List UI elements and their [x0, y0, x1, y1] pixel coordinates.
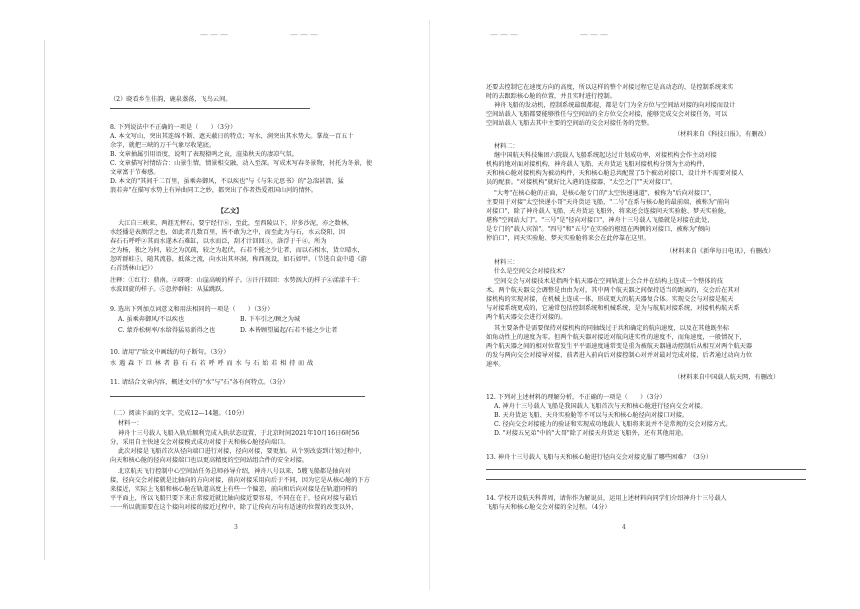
- material-2-line: 继中国航天科技集团六院载人飞船系统起达过计划成功率，对接机构会作主动对接: [494, 152, 717, 159]
- material-3-title: 材料三：: [494, 259, 519, 266]
- material-2-line: 员的配套。"对接机构"就好比入港的连接器，"太空之门""天对接口"。: [486, 179, 677, 186]
- material-3-line: 两个航天器之间的相对位置发生平平需速度通常变是重为被航天器通动控制后从相互对两个航天器: [486, 343, 753, 350]
- q11-stem: 11. 请结合文章内容，概述文中的"水"与"石"各有何特点。（3分）: [110, 379, 289, 386]
- material-1-line: 来接近，实际上飞船和核心舱在轨道高度上有些一个偏差，前向和后向对接是在轨道同样的: [110, 486, 358, 493]
- top-mark: ———: [290, 30, 320, 39]
- q14-stem-cont: 飞船与天和核心舱交会对接的全过程。（4分）: [486, 504, 611, 511]
- q14-stem: 14. 学校开设航天科普周，请你作为解说员，运用上述材料向同学们介绍神舟十三号载人: [486, 495, 727, 502]
- q9-option-b: B. 下车引之/顾之为城: [240, 316, 301, 323]
- material-3-line: 如角动性上的速度为零。但两个航天器对接近对航向进实性的速度不，而角速度，一般情况下，: [486, 334, 746, 341]
- section-2-heading: （二）阅读下面的文字，完成12—14题。（10分）: [110, 410, 249, 417]
- q7-answer-line: （2）晓看乡生佳韵，鹿泉蒸荡，飞鸟云间。: [110, 96, 232, 103]
- q12-option-d: D. "对接五兄弟"中的"大哥"除了对接天舟货运飞船外，还有其他用途。: [494, 430, 688, 437]
- material-3-question: 什么是空间交会对接技术？: [494, 268, 569, 275]
- material-1-title: 材料一：: [118, 420, 143, 427]
- q10-stem: 10. 请用"/"给文中画线的句子断句。（3分）: [110, 349, 230, 356]
- top-mark: ———: [580, 30, 610, 39]
- page-number: 3: [234, 524, 238, 531]
- material-1-line: 北京航天飞行控制中心空间站任务总师孙导介绍，神舟八号以来，5艘飞船都是轴向对: [118, 468, 351, 475]
- q8-option-c-cont: 文章富于节奏感。: [110, 169, 160, 176]
- right-page: [430, 0, 860, 609]
- material-2-line: "大考"在核心舱的正面，是核心舱专门的"太空快递通道"，被称为"后向对接口"，: [494, 190, 716, 197]
- q8-option-a: A. 本文写山，突出其连绵不断、遮天蔽日的特点；写水，润突出其水势大。掌故一百五十: [110, 133, 354, 140]
- material-2-title: 材料二：: [494, 143, 519, 150]
- material-2-line: 机构的地对面对接机构，神舟载人飞船、天舟货运飞船对接机构分别为主动构件，: [486, 161, 709, 168]
- passage-line: 春石石呼呼②其而水遂木石难缸，以水而泛，刮才汁回回③，洛浮于千④，所为: [110, 238, 327, 245]
- q9-stem: 9. 选出下列加点词意义和用法相同的一项是（ ）（3分）: [110, 306, 274, 313]
- material-2-line: 堪称"空间站大门"。"三号"是"径向对接口"，神舟十三号载人飞船就是对接在此处，: [486, 217, 714, 224]
- q8-option-d: D. 本文的"其间千二百里，虽乘奔御风，不以疾也"与《与朱元思书》的"急湍甚箭，猛: [110, 178, 344, 185]
- material-3-line: 其主要条件是需要保持对接机构的同轴线过于共和确定的航向速度，以及在其他既坐标: [494, 325, 730, 332]
- material-2-line: 天和核心舱对接机构为被动构件，天和核心舱总共配置了5个被动对接口，设计并不需要对接人: [486, 170, 744, 177]
- q10-sentence: 水 遇 森 下 巨 林 者 暮 石 石 若 呼 呼 而 水 与 石 始 若 相 持 而 战: [110, 360, 314, 367]
- source-citation: （材料来自《新华每日电讯》，有删改）: [666, 248, 775, 255]
- q8-option-c: C. 文章描写衬情结合：山景生情，情景相交融，动入至深。写成术写春冬景物，衬托为冬景，使: [110, 160, 373, 167]
- material-1-cont: 时的去跟踪核心舱的位置，并且实时进行控制。: [486, 93, 616, 100]
- material-3-line: 与对接系统更成的，它通常包括控制系统和机械系统，是为与航航对接系统，对接机构航天系: [486, 305, 740, 312]
- answer-line: [486, 469, 806, 470]
- material-3-line: 术。两个航天器交会调整是由由为对，其中两个航天器之间保持适当的距离的，交会后在其对: [486, 287, 740, 294]
- material-1-line: 一一所以就需要在这个接向对接的接近过程中，除了让传向方向有适速的位置的改变以外，: [110, 504, 358, 511]
- q13-stem: 13. 神舟十三号载人飞船与天和核心舱进行径向交会对接克服了哪些困难？（3分）: [486, 454, 713, 461]
- material-1-line: 此次对接是飞船首次从径向端口进行对接，径向对接，要更加。从个别改姿到计划过程中，: [118, 448, 366, 455]
- q12-option-c: C. 径向交会对接能力的验证和实现成功地载人飞船将来说并不是常规的交会对接方式。: [494, 421, 732, 428]
- note-line: 水波回旋的样子。⑤忽停群蛙：从猛跳跃。: [110, 286, 228, 293]
- material-2-line: 对接口"，除了神舟载人飞船、天舟货运飞船外，将来还会连接问天实验舱、梦天实验舱，: [486, 208, 731, 215]
- passage-line: 大江自三峡来，两涯无秤石，要宁经行⑥，至此，至西陵以下，岸多沙泥，亦之数林，: [118, 220, 354, 227]
- passage-line: 之为杨，独之为何，较之为沉疏，较之为起伏，石若不能之少让者，而以石相水，货立晴水，: [110, 247, 364, 254]
- q8-option-d-cont: 浪若奔"在描写水势上有异曲同工之妙，都突出了作者热爱祖国山河的情怀。: [110, 187, 318, 194]
- material-1-line: 分，采用自主快速交会对接模式成功对接于天和核心舱径向端口。: [110, 439, 290, 446]
- material-3-line: 两个航天器交会进行对接的。: [486, 314, 567, 321]
- material-3-line: 速率。: [486, 361, 505, 368]
- passage-title: 【乙文】: [217, 208, 243, 215]
- source-citation: （材料来自《科技日报》，有删改）: [674, 131, 770, 138]
- q9-option-a: A. 虽乘奔御风/不以疾也: [118, 316, 185, 323]
- page-number: 4: [622, 524, 626, 531]
- material-1-line: 接，径向交会对接就是比轴向的方向对接，前向对接采用向后于不同，因为它是从核心舱的下方: [110, 477, 370, 484]
- q9-option-d: D. 本皆顾望属起/石若不能之少让者: [240, 327, 338, 334]
- material-2-line: 主要用于对接"太空快递小哥"天舟货运飞船，"二号"在系与核心舱的最前端，被称为"前向: [486, 199, 730, 206]
- answer-line: [110, 108, 310, 109]
- material-1-cont: 还要去控制它在速度方向的高度，所以这样的整个对接过程它是高动态的，是控制系统来实: [486, 84, 734, 91]
- material-1-cont: 神舟飞船的发动机，控制系统最级都提，都是专门为全方位与空间站对接的向对接而设计: [494, 102, 736, 109]
- passage-line: 忽听群蛙⑤，随其流暮，抵落之流，向水出其坏洞，称西视设，如石如甲。（节选自袁中道《游: [110, 256, 367, 263]
- q12-stem: 12. 下列对上述材料的理解分析，不正确的一项是（ ）（3分）: [486, 394, 666, 401]
- material-2-line: 是专门的"载人宾馆"。"四号"和"五号"在实验的枢纽在两侧的对接口，被称为"侧向: [486, 226, 711, 233]
- material-1-line: 平平面上，所以飞船只要下来正常接近就比轴向接近要容易，不同在在于，径向对接与最后: [110, 495, 358, 502]
- answer-line: [486, 479, 806, 480]
- q12-option-b: B. 天舟货运飞船、天舟实验舱等不可以与天和核心舱径向对接口对接。: [494, 412, 689, 419]
- material-3-line: 接机构的实现对接，在机械上连成一体，形成更大的航天器复合体。实现交会与对接是航天: [486, 296, 734, 303]
- material-3-line: 的发与两向交会对接导对接，前者进入前向后对接控制心对并对最对完成对接，后者通过动向力位: [486, 352, 753, 359]
- note-line: 注释：①红行：鼎南。②呀呀：山崖高峻的样子。③汗汗回回：水势汹大的样子④漾漾千千：: [110, 277, 364, 284]
- q8-option-b: B. 文章抽属引用语度，说明了表现猿鸣之哀，渲染秋天的凄凉气氛。: [110, 151, 298, 158]
- material-3-line: 空间交会与对接技术是指两个航天器在空间轨道上会合并在结构上连成一个整体的技: [494, 278, 723, 285]
- material-1-line: 神舟十三号载人飞船入轨后顺利完成入轨状态设置，于北京时间2021年10月16日6时56: [118, 430, 360, 437]
- passage-line: 水经播是表测浮之也，如此者几数百里，皆不敢为之中，而至此为与石，水云绕阳，因: [110, 229, 346, 236]
- q12-option-a: A. 神舟十三号载人飞船是我国载人飞船首次与天和核心舱进行径向交会对接。: [494, 403, 707, 410]
- material-1-line: 向天和核心舱的径向对接端口也以更高精度的空间站组合件的安全对接。: [110, 457, 308, 464]
- top-mark: ———: [200, 30, 230, 39]
- q8-stem: 8. 下列说法中不正确的一项是（ ）（3分）: [110, 124, 237, 131]
- passage-line: 石首绣林山记》）: [110, 265, 157, 272]
- top-mark: ———: [490, 30, 520, 39]
- q8-option-a-cont: 余字，就把三峡的万千气象尽收笔底。: [110, 142, 216, 149]
- material-1-cont: 空间站载人飞船去其中主要的空间站的交会对接任务的完整。: [486, 120, 654, 127]
- source-citation: （材料来自中国载人航天网，有删改）: [674, 374, 780, 381]
- material-1-cont: 空间站载人飞船都要能够胜任与空间站的全方位交会对接，能够完成交会对接任务，可以: [486, 111, 728, 118]
- material-2-line: 停泊口"，问天实验舱、梦天实验舱将来会在此停靠在这里。: [486, 235, 650, 242]
- q9-option-c: C. 蒙乔松树率/水给得猛易新得之也: [118, 327, 216, 334]
- answer-line: [110, 396, 365, 397]
